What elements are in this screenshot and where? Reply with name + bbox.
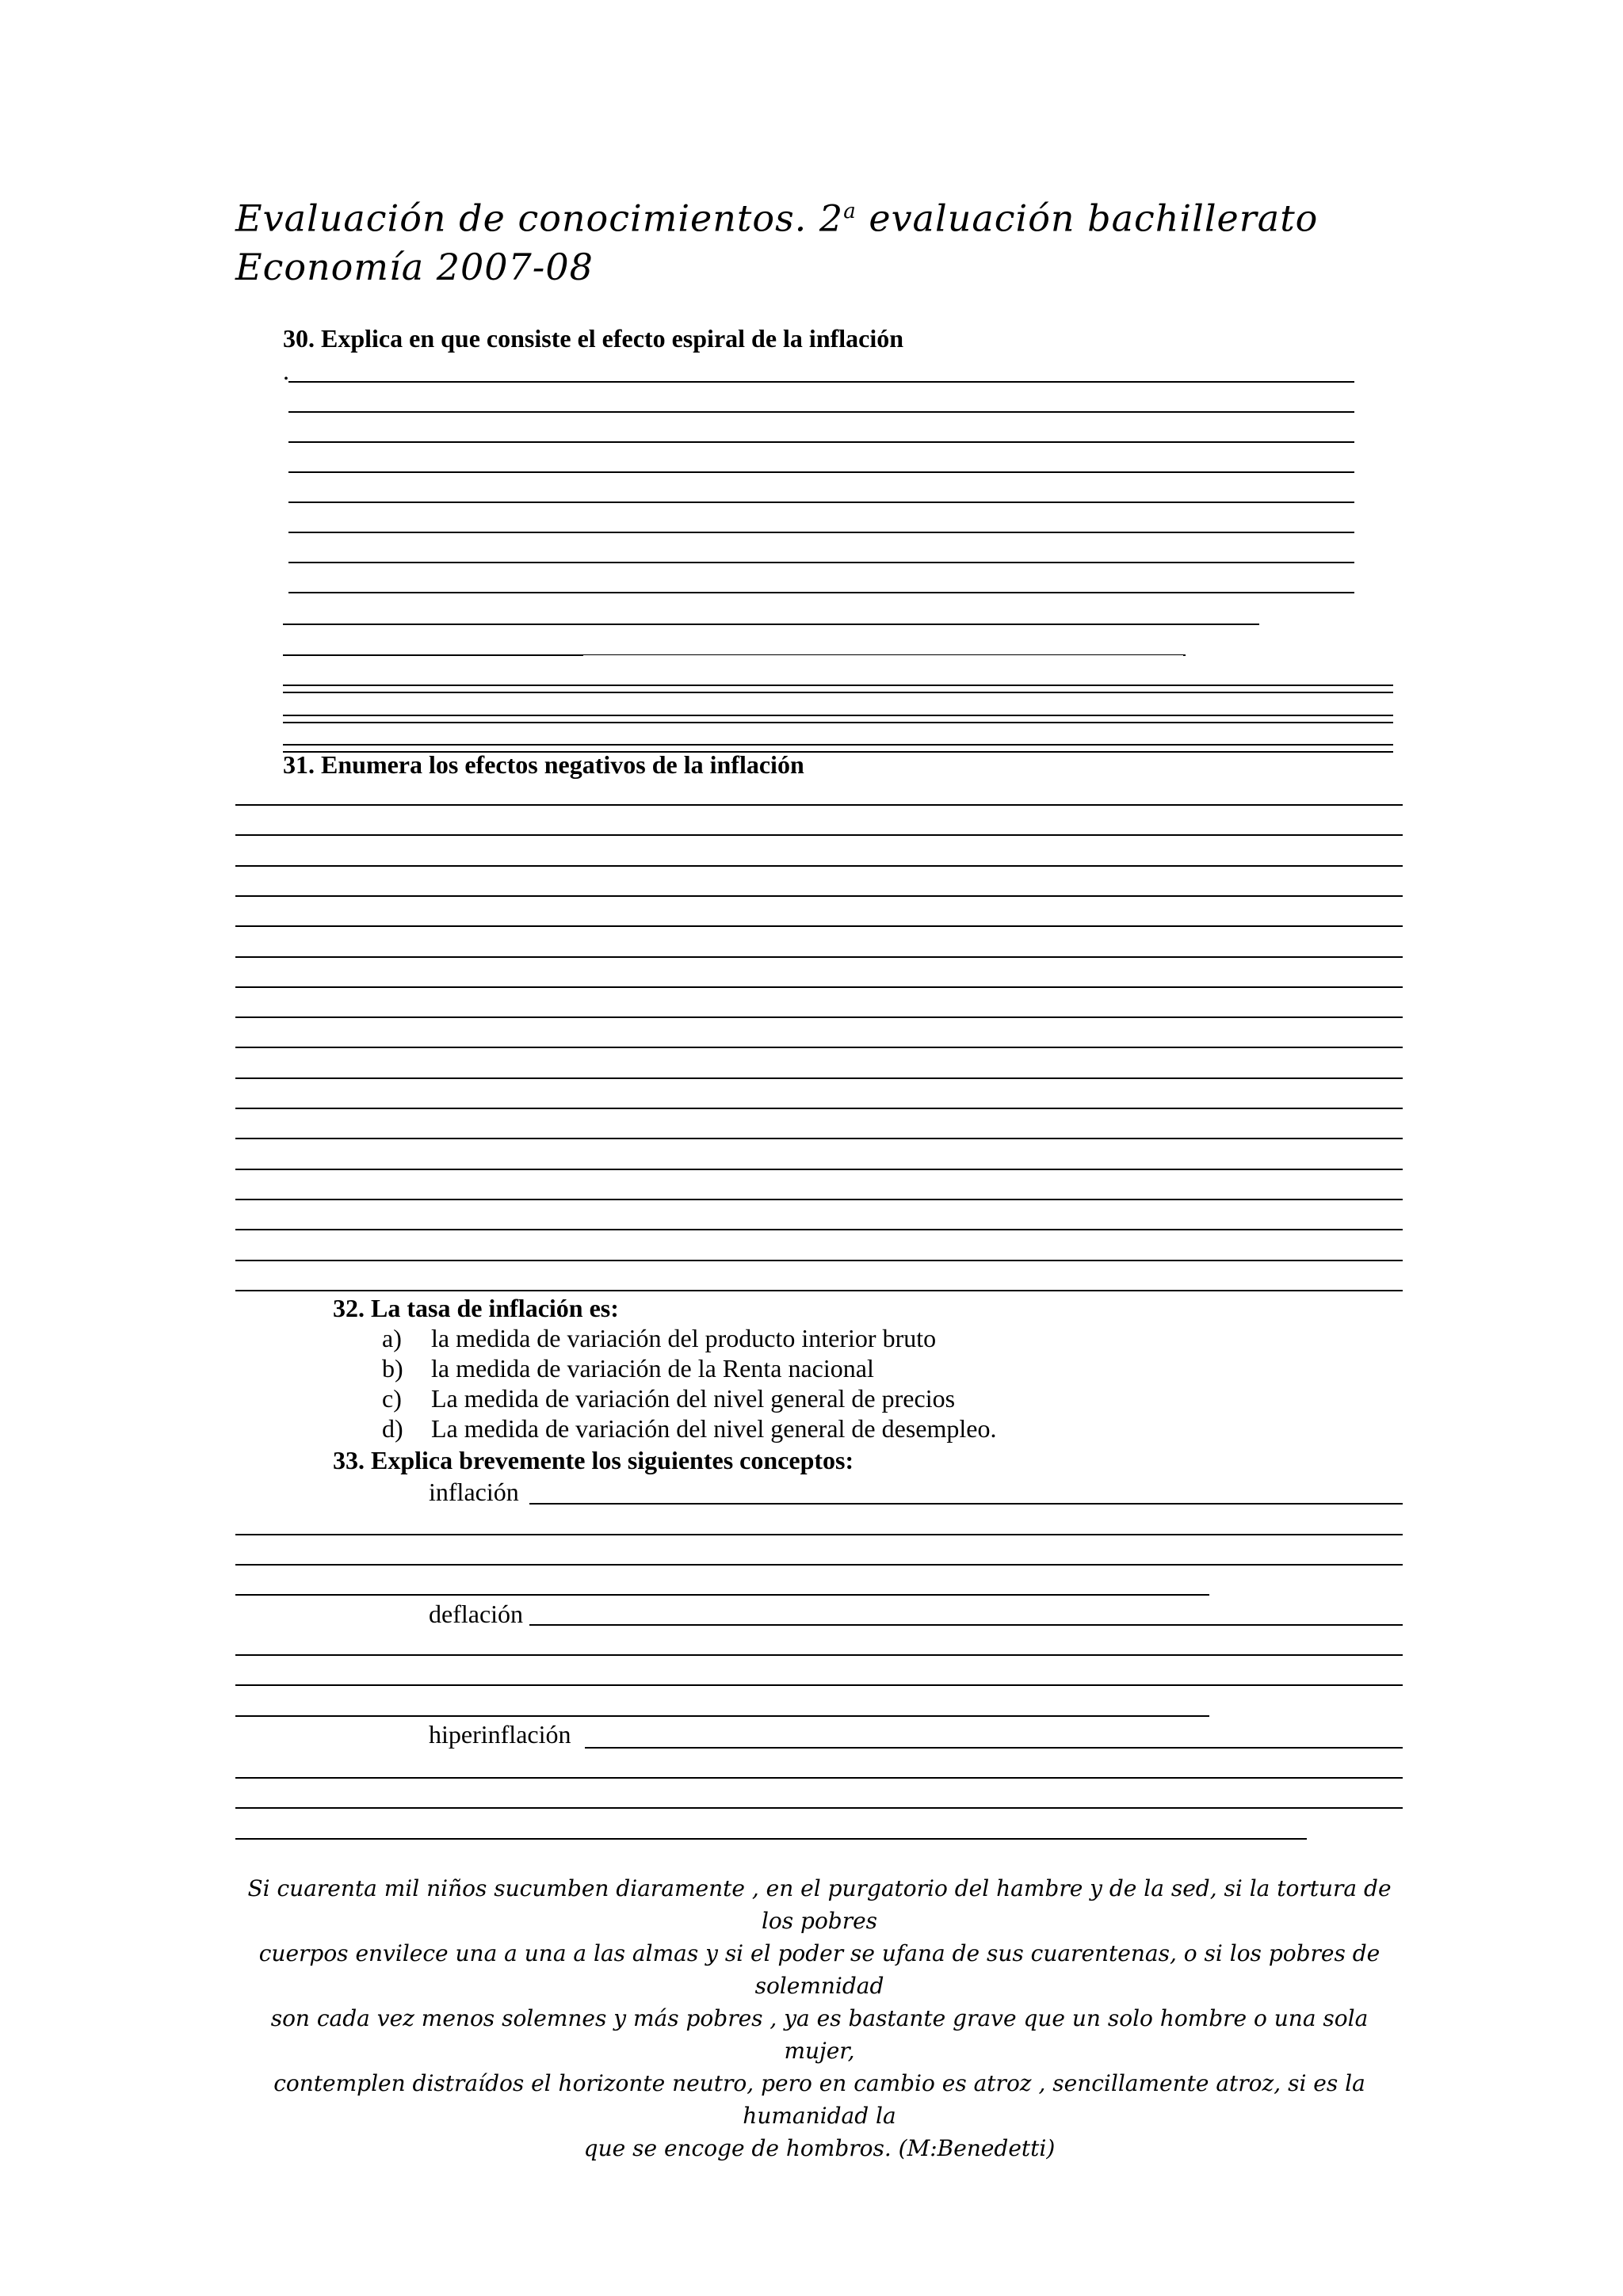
- answer-dot: .: [283, 357, 289, 385]
- answer-line[interactable]: [1183, 654, 1186, 656]
- answer-line[interactable]: [529, 1624, 1403, 1626]
- quote-line: cuerpos envilece una a una a las almas y si el poder se ufana de sus cuarentenas, o si los pobres de solemnidad: [258, 1940, 1381, 1999]
- answer-line[interactable]: [585, 1747, 1403, 1749]
- answer-line[interactable]: [235, 1290, 1403, 1291]
- answer-line[interactable]: [283, 624, 1259, 625]
- document-header: [235, 187, 1318, 292]
- answer-line[interactable]: [235, 895, 1403, 897]
- answer-line[interactable]: [283, 715, 1393, 716]
- answer-line[interactable]: [235, 1807, 1403, 1809]
- answer-line[interactable]: [235, 1684, 1403, 1686]
- answer-line[interactable]: [583, 654, 1183, 655]
- answer-line[interactable]: [235, 865, 1403, 867]
- answer-line[interactable]: [288, 592, 1354, 593]
- answer-line[interactable]: [235, 1169, 1403, 1170]
- answer-line[interactable]: [235, 1534, 1403, 1535]
- answer-line[interactable]: [235, 1016, 1403, 1018]
- answer-line[interactable]: [235, 1047, 1403, 1048]
- answer-line[interactable]: [288, 441, 1354, 443]
- header-title-line2: Economía 2007-08: [235, 246, 594, 289]
- answer-line[interactable]: [235, 1777, 1403, 1779]
- question-32: 32. La tasa de inflación es:: [333, 1294, 619, 1322]
- answer-line[interactable]: [235, 1594, 1209, 1596]
- answer-line[interactable]: [283, 654, 583, 656]
- term-deflacion: deflación: [429, 1600, 524, 1628]
- answer-line[interactable]: [283, 744, 1393, 746]
- answer-line[interactable]: [283, 685, 1393, 686]
- header-title-line1: Evaluación de conocimientos. 2$^a$ evaluación bachillerato: [235, 196, 1319, 240]
- answer-line[interactable]: [288, 502, 1354, 503]
- answer-line[interactable]: [288, 381, 1354, 383]
- answer-line[interactable]: [288, 562, 1354, 563]
- answer-line[interactable]: [283, 692, 1393, 693]
- quote-line: Si cuarenta mil niños sucumben diaramente , en el purgatorio del hambre y de la sed, si la tortura de los pobres: [247, 1875, 1392, 1934]
- term-inflacion: inflación: [429, 1478, 519, 1506]
- answer-line[interactable]: [288, 411, 1354, 413]
- quote-line: que se encoge de hombros. (M:Benedetti): [583, 2135, 1056, 2161]
- answer-line[interactable]: [235, 834, 1403, 836]
- option-c[interactable]: c) La medida de variación del nivel general de precios: [382, 1384, 956, 1413]
- answer-line[interactable]: [235, 956, 1403, 958]
- answer-line[interactable]: [235, 1260, 1403, 1261]
- term-hiperinflacion: hiperinflación: [429, 1720, 571, 1749]
- answer-line[interactable]: [235, 1564, 1403, 1566]
- answer-line[interactable]: [288, 532, 1354, 533]
- question-31: 31. Enumera los efectos negativos de la inflación: [283, 750, 804, 779]
- question-30: 30. Explica en que consiste el efecto espiral de la inflación: [283, 324, 904, 353]
- answer-line[interactable]: [283, 722, 1393, 723]
- option-a[interactable]: a) la medida de variación del producto interior bruto: [382, 1324, 937, 1352]
- answer-line[interactable]: [235, 986, 1403, 988]
- answer-line[interactable]: [235, 1138, 1403, 1139]
- answer-line[interactable]: [235, 1229, 1403, 1230]
- option-b[interactable]: b) la medida de variación de la Renta nacional: [382, 1354, 874, 1383]
- quote-line: son cada vez menos solemnes y más pobres , ya es bastante grave que un solo hombre o una sola mujer,: [270, 2005, 1369, 2064]
- answer-line[interactable]: [529, 1503, 1403, 1505]
- option-d[interactable]: d) La medida de variación del nivel general de desempleo.: [382, 1414, 997, 1443]
- answer-line[interactable]: [288, 471, 1354, 473]
- answer-line[interactable]: [235, 1108, 1403, 1109]
- answer-line[interactable]: [235, 1838, 1307, 1840]
- quote-line: contemplen distraídos el horizonte neutro, pero en cambio es atroz , sencillamente atroz, si es la humanidad la: [273, 2070, 1365, 2129]
- answer-line[interactable]: [235, 925, 1403, 927]
- answer-line[interactable]: [235, 1715, 1209, 1717]
- answer-line[interactable]: [235, 804, 1403, 806]
- question-33: 33. Explica brevemente los siguientes conceptos:: [333, 1446, 854, 1474]
- answer-line[interactable]: [235, 1654, 1403, 1656]
- benedetti-quote: [235, 1872, 1404, 2164]
- answer-line[interactable]: [235, 1077, 1403, 1079]
- answer-line[interactable]: [235, 1199, 1403, 1200]
